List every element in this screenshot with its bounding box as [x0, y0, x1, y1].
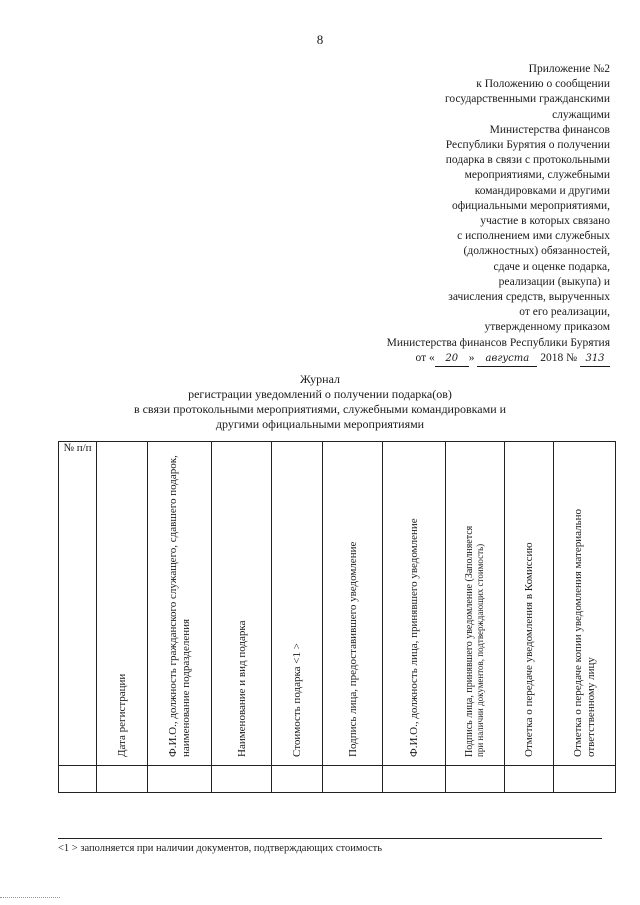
header-commission [505, 442, 554, 766]
order-date-line [310, 351, 610, 367]
table-row [59, 766, 616, 793]
header-gift-name-label: Наименование и вид подарка [235, 620, 247, 757]
header-sign-giver [323, 442, 383, 766]
table-cell[interactable] [323, 766, 383, 793]
header-num: № п/п [59, 442, 97, 766]
header-sign-receiver [446, 442, 505, 766]
header-fio-receiver [383, 442, 446, 766]
table-cell[interactable] [383, 766, 446, 793]
order-day: 20 [435, 351, 469, 367]
journal-title: Журнал [299, 372, 340, 386]
appendix-line: (должностных) обязанностей, [463, 245, 610, 258]
order-prefix: от « [415, 351, 435, 364]
table-cell[interactable] [446, 766, 505, 793]
table-cell[interactable] [554, 766, 616, 793]
appendix-line: Республики Бурятия о получении [445, 139, 610, 152]
footnote-divider [58, 838, 602, 839]
table-cell[interactable] [272, 766, 323, 793]
table-cell[interactable] [97, 766, 148, 793]
appendix-line: Министерства финансов Республики Бурятия [386, 336, 610, 349]
journal-title-block [40, 372, 600, 432]
page-number: 8 [316, 32, 324, 47]
order-year: 2018 № [537, 351, 580, 364]
appendix-line: мероприятиями, служебными [464, 169, 610, 182]
table-header-row [59, 442, 616, 766]
appendix-line: Приложение №2 [528, 63, 610, 75]
appendix-line: командировками и другими [474, 184, 610, 197]
header-sign-receiver-label: Подпись лица, принявшего уведомление (Заполняется [464, 525, 476, 757]
header-sign-receiver-note: при наличии документов, подтверждающих стоимость) [475, 543, 486, 757]
header-copy-label: Отметка о передаче копии уведомления материально ответственному лицу [571, 509, 597, 757]
header-fio [148, 442, 212, 766]
appendix-line: утвержденному приказом [484, 321, 610, 334]
appendix-line: подарка в связи с протокольными [445, 154, 610, 167]
table-cell[interactable] [505, 766, 554, 793]
order-month: августа [477, 351, 537, 367]
order-mid: » [468, 351, 478, 364]
journal-subtitle-line: в связи протокольными мероприятиями, служебными командировками и [133, 402, 507, 416]
table-cell[interactable] [212, 766, 272, 793]
appendix-line: к Положению о сообщении [476, 78, 610, 91]
appendix-line: государственными гражданскими [445, 93, 610, 106]
appendix-line: участие в которых связано [480, 215, 610, 228]
journal-subtitle-line: регистрации уведомлений о получении подарка(ов) [188, 387, 452, 401]
appendix-line: от его реализации, [519, 306, 610, 319]
header-fio-label: Ф.И.О., должность гражданского служащего, сдавшего подарок, наименование подразделения [166, 455, 192, 757]
journal-subtitle-line: другими официальными мероприятиями [215, 417, 425, 431]
appendix-block [310, 62, 610, 367]
registration-table [58, 441, 616, 793]
appendix-line: Министерства финансов [489, 123, 610, 136]
appendix-line: зачисления средств, вырученных [448, 291, 610, 304]
header-gift-name [212, 442, 272, 766]
header-date [97, 442, 148, 766]
appendix-line: официальными мероприятиями, [451, 199, 610, 212]
appendix-line: служащими [552, 108, 610, 121]
footnote: <1 > заполняется при наличии документов, подтверждающих стоимость [58, 843, 383, 854]
header-cost [272, 442, 323, 766]
header-date-label: Дата регистрации [115, 673, 128, 757]
appendix-line: реализации (выкупа) и [498, 275, 610, 288]
header-fio-receiver-label: Ф.И.О., должность лица, принявшего уведомление [407, 518, 420, 757]
table-cell[interactable] [148, 766, 212, 793]
header-sign-giver-label: Подпись лица, предоставившего уведомление [346, 541, 358, 757]
header-copy [554, 442, 616, 766]
table-cell[interactable] [59, 766, 97, 793]
header-cost-label: Стоимость подарка <1 > [290, 643, 303, 757]
scan-edge-mark [0, 897, 60, 900]
appendix-line: сдачe и оценке подарка, [493, 260, 610, 273]
header-commission-label: Отметка о передаче уведомления в Комиссию [522, 542, 535, 757]
appendix-line: с исполнением ими служебных [457, 230, 610, 243]
order-number: 313 [580, 351, 610, 367]
